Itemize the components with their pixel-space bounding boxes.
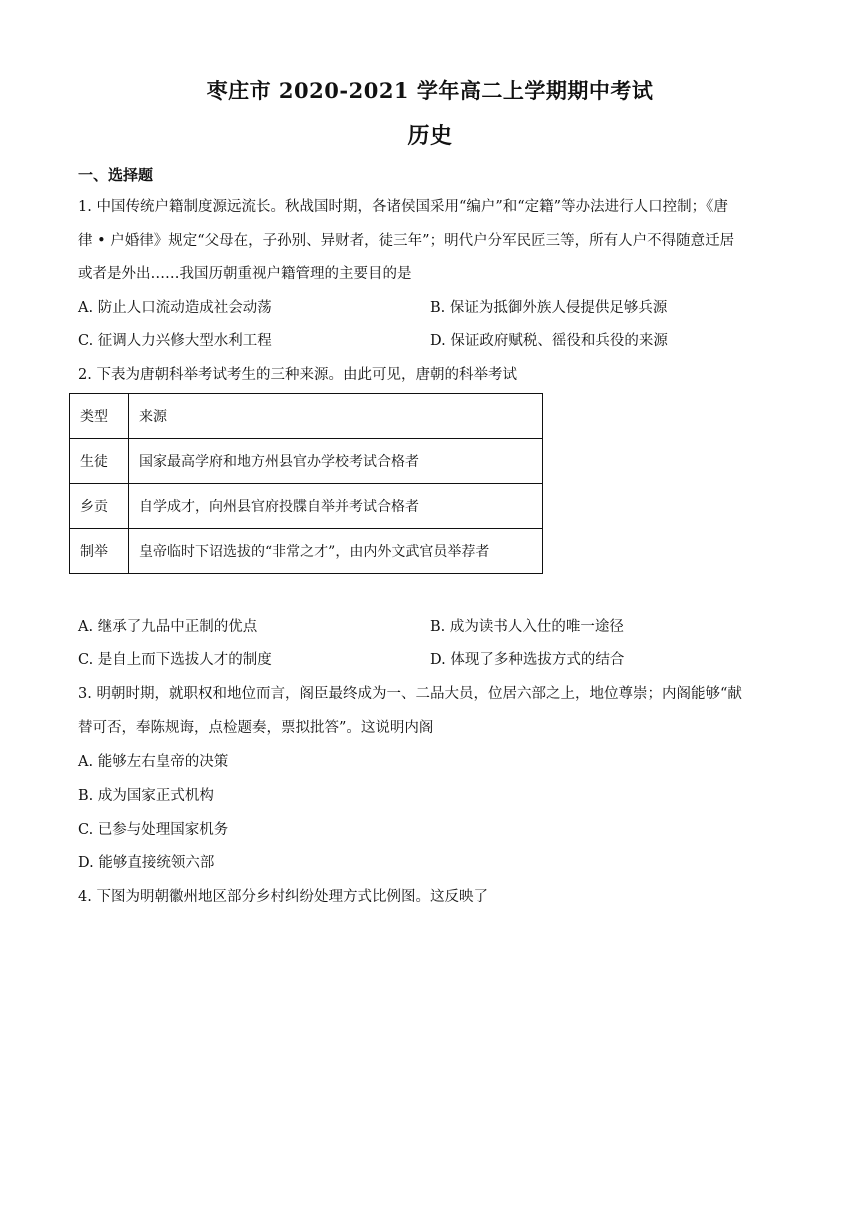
q1-option-d: D. 保证政府赋税、徭役和兵役的来源 <box>430 333 668 349</box>
exam-source-table <box>69 393 543 574</box>
exam-title: 枣庄市 2020-2021 学年高二上学期期中考试 <box>206 78 654 103</box>
table-cell-type: 制举 <box>70 529 129 574</box>
table-row <box>70 529 543 574</box>
table-cell-source: 皇帝临时下诏选拔的“非常之才”，由内外文武官员举荐者 <box>129 529 543 574</box>
q1-option-b: B. 保证为抵御外族人侵提供足够兵源 <box>430 300 668 316</box>
q3-stem-line-2: 替可否，奉陈规诲，点检题奏，票拟批答”。这说明内阁 <box>78 720 434 736</box>
q3-stem-line-1: 3. 明朝时期，就职权和地位而言，阁臣最终成为一、二品大员，位居六部之上，地位尊崇；内阁能够“献 <box>78 686 742 702</box>
table-header-source: 来源 <box>129 394 543 439</box>
q2-option-c: C. 是自上而下选拔人才的制度 <box>78 652 272 668</box>
q1-stem-line-1: 1. 中国传统户籍制度源远流长。秋战国时期，各诸侯国采用“编户”和“定籍”等办法进行人口控制；《唐 <box>78 199 728 215</box>
exam-subject: 历史 <box>407 123 453 149</box>
q1-option-a: A. 防止人口流动造成社会动荡 <box>78 300 272 316</box>
table-header-type: 类型 <box>70 394 129 439</box>
q2-option-b: B. 成为读书人入仕的唯一途径 <box>430 619 624 635</box>
q2-option-d: D. 体现了多种选拔方式的结合 <box>430 652 625 668</box>
q3-option-c: C. 已参与处理国家机务 <box>78 822 229 838</box>
q1-stem-line-2: 律 • 户婚律》规定“父母在，子孙别、异财者，徒三年”；明代户分军民匠三等，所有人户不得随意迁居 <box>78 233 735 249</box>
q3-option-d: D. 能够直接统领六部 <box>78 855 215 871</box>
q1-option-c: C. 征调人力兴修大型水利工程 <box>78 333 272 349</box>
table-cell-type: 生徒 <box>70 439 129 484</box>
section-heading: 一、选择题 <box>78 166 154 184</box>
table-cell-source: 自学成才，向州县官府投牒自举并考试合格者 <box>129 484 543 529</box>
q3-option-b: B. 成为国家正式机构 <box>78 788 214 804</box>
q3-option-a: A. 能够左右皇帝的决策 <box>78 754 229 770</box>
q1-stem-line-3: 或者是外出……我国历朝重视户籍管理的主要目的是 <box>78 266 412 282</box>
table-cell-type: 乡贡 <box>70 484 129 529</box>
q2-stem: 2. 下表为唐朝科举考试考生的三种来源。由此可见，唐朝的科举考试 <box>78 367 517 383</box>
q2-option-a: A. 继承了九品中正制的优点 <box>78 619 258 635</box>
q4-stem: 4. 下图为明朝徽州地区部分乡村纠纷处理方式比例图。这反映了 <box>78 889 488 905</box>
table-row <box>70 484 543 529</box>
table-header-row <box>70 394 543 439</box>
table-row <box>70 439 543 484</box>
table-cell-source: 国家最高学府和地方州县官办学校考试合格者 <box>129 439 543 484</box>
